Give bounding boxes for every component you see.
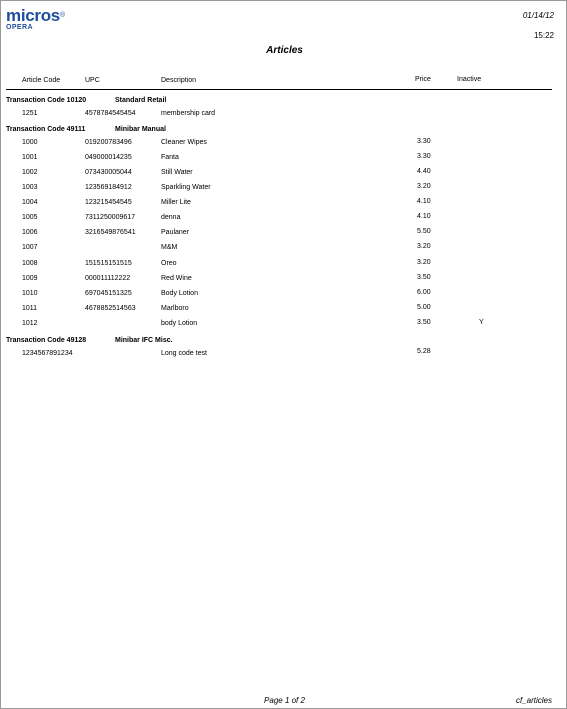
table-row xyxy=(1,139,567,149)
upc: 4578784545454 xyxy=(85,110,136,117)
price: 3.30 xyxy=(417,153,431,160)
upc: 123215454545 xyxy=(85,199,132,206)
upc: 019200783496 xyxy=(85,139,132,146)
page-number: Page 1 of 2 xyxy=(264,696,305,705)
description: Long code test xyxy=(161,350,207,357)
column-header-article-code: Article Code xyxy=(22,77,61,84)
group-description: Minibar Manual xyxy=(115,126,166,133)
table-row xyxy=(1,169,567,179)
table-row xyxy=(1,229,567,239)
upc: 7311250009617 xyxy=(85,214,136,221)
description: Paulaner xyxy=(161,229,190,236)
description: Red Wine xyxy=(161,275,192,282)
group-transaction-code: Transaction Code 10120 xyxy=(6,97,87,104)
article-code: 1234567891234 xyxy=(22,350,73,357)
upc: 123569184912 xyxy=(85,184,132,191)
report-time: 15:22 xyxy=(533,31,554,40)
logo-wordmark: micros® xyxy=(6,6,65,25)
group-header xyxy=(6,126,166,133)
group-header xyxy=(6,337,173,344)
price: 3.20 xyxy=(417,183,431,190)
description: Oreo xyxy=(161,260,177,267)
table-row xyxy=(1,275,567,285)
upc: 049000014235 xyxy=(85,154,132,161)
description: Sparkling Water xyxy=(161,184,211,191)
upc: 3216549876541 xyxy=(85,229,136,236)
price: 3.20 xyxy=(417,259,431,266)
column-header-upc: UPC xyxy=(85,77,100,84)
description: body Lotion xyxy=(161,320,198,327)
description: Miller Lite xyxy=(161,199,191,206)
table-row xyxy=(1,110,567,120)
upc: 4678852514563 xyxy=(85,305,136,312)
report-id: cf_articles xyxy=(515,696,552,705)
table-row xyxy=(1,260,567,270)
price: 3.20 xyxy=(417,243,431,250)
inactive-flag: Y xyxy=(479,319,484,326)
upc: 073430005044 xyxy=(85,169,132,176)
column-header-inactive: Inactive xyxy=(457,76,482,83)
table-row xyxy=(1,199,567,209)
price: 3.50 xyxy=(417,274,431,281)
article-code: 1004 xyxy=(22,199,38,206)
article-code: 1002 xyxy=(22,169,38,176)
price: 4.10 xyxy=(417,213,431,220)
article-code: 1001 xyxy=(22,154,38,161)
description: M&M xyxy=(161,244,178,251)
column-header-price: Price xyxy=(415,76,431,83)
table-row xyxy=(1,244,567,254)
price: 5.50 xyxy=(417,228,431,235)
table-row xyxy=(1,290,567,300)
report-date: 01/14/12 xyxy=(522,11,554,20)
registered-mark: ® xyxy=(59,12,65,19)
description: Marlboro xyxy=(161,305,189,312)
description: denna xyxy=(161,214,181,221)
table-row xyxy=(1,184,567,194)
group-description: Standard Retail xyxy=(115,97,167,104)
price: 5.28 xyxy=(417,348,431,355)
column-header-description: Description xyxy=(161,77,197,84)
price: 3.50 xyxy=(417,319,431,326)
article-code: 1012 xyxy=(22,320,38,327)
upc: 697045151325 xyxy=(85,290,132,297)
header-divider xyxy=(6,89,552,90)
table-row xyxy=(1,350,567,360)
article-code: 1011 xyxy=(22,305,38,312)
micros-opera-logo xyxy=(6,7,65,32)
article-code: 1000 xyxy=(22,139,38,146)
article-code: 1003 xyxy=(22,184,38,191)
group-header xyxy=(6,97,167,104)
description: membership card xyxy=(161,110,216,117)
description: Cleaner Wipes xyxy=(161,139,207,146)
group-transaction-code: Transaction Code 49111 xyxy=(6,126,86,133)
report-title: Articles xyxy=(266,45,303,56)
price: 6.00 xyxy=(417,289,431,296)
table-row xyxy=(1,214,567,224)
article-code: 1009 xyxy=(22,275,38,282)
price: 4.10 xyxy=(417,198,431,205)
article-code: 1008 xyxy=(22,260,38,267)
upc: 151515151515 xyxy=(85,260,132,267)
article-code: 1005 xyxy=(22,214,38,221)
description: Still Water xyxy=(161,169,193,176)
table-row xyxy=(1,305,567,315)
article-code: 1006 xyxy=(22,229,38,236)
description: Body Lotion xyxy=(161,290,198,297)
price: 4.40 xyxy=(417,168,431,175)
price: 3.30 xyxy=(417,138,431,145)
description: Fanta xyxy=(161,154,179,161)
upc: 000011112222 xyxy=(85,275,131,282)
group-transaction-code: Transaction Code 49128 xyxy=(6,337,87,344)
article-code: 1010 xyxy=(22,290,38,297)
logo-subtitle: OPERA xyxy=(6,24,33,31)
price: 5.00 xyxy=(417,304,431,311)
article-code: 1251 xyxy=(22,110,38,117)
table-row xyxy=(1,154,567,164)
table-row xyxy=(1,320,567,330)
article-code: 1007 xyxy=(22,244,38,251)
group-description: Minibar IFC Misc. xyxy=(115,337,173,344)
